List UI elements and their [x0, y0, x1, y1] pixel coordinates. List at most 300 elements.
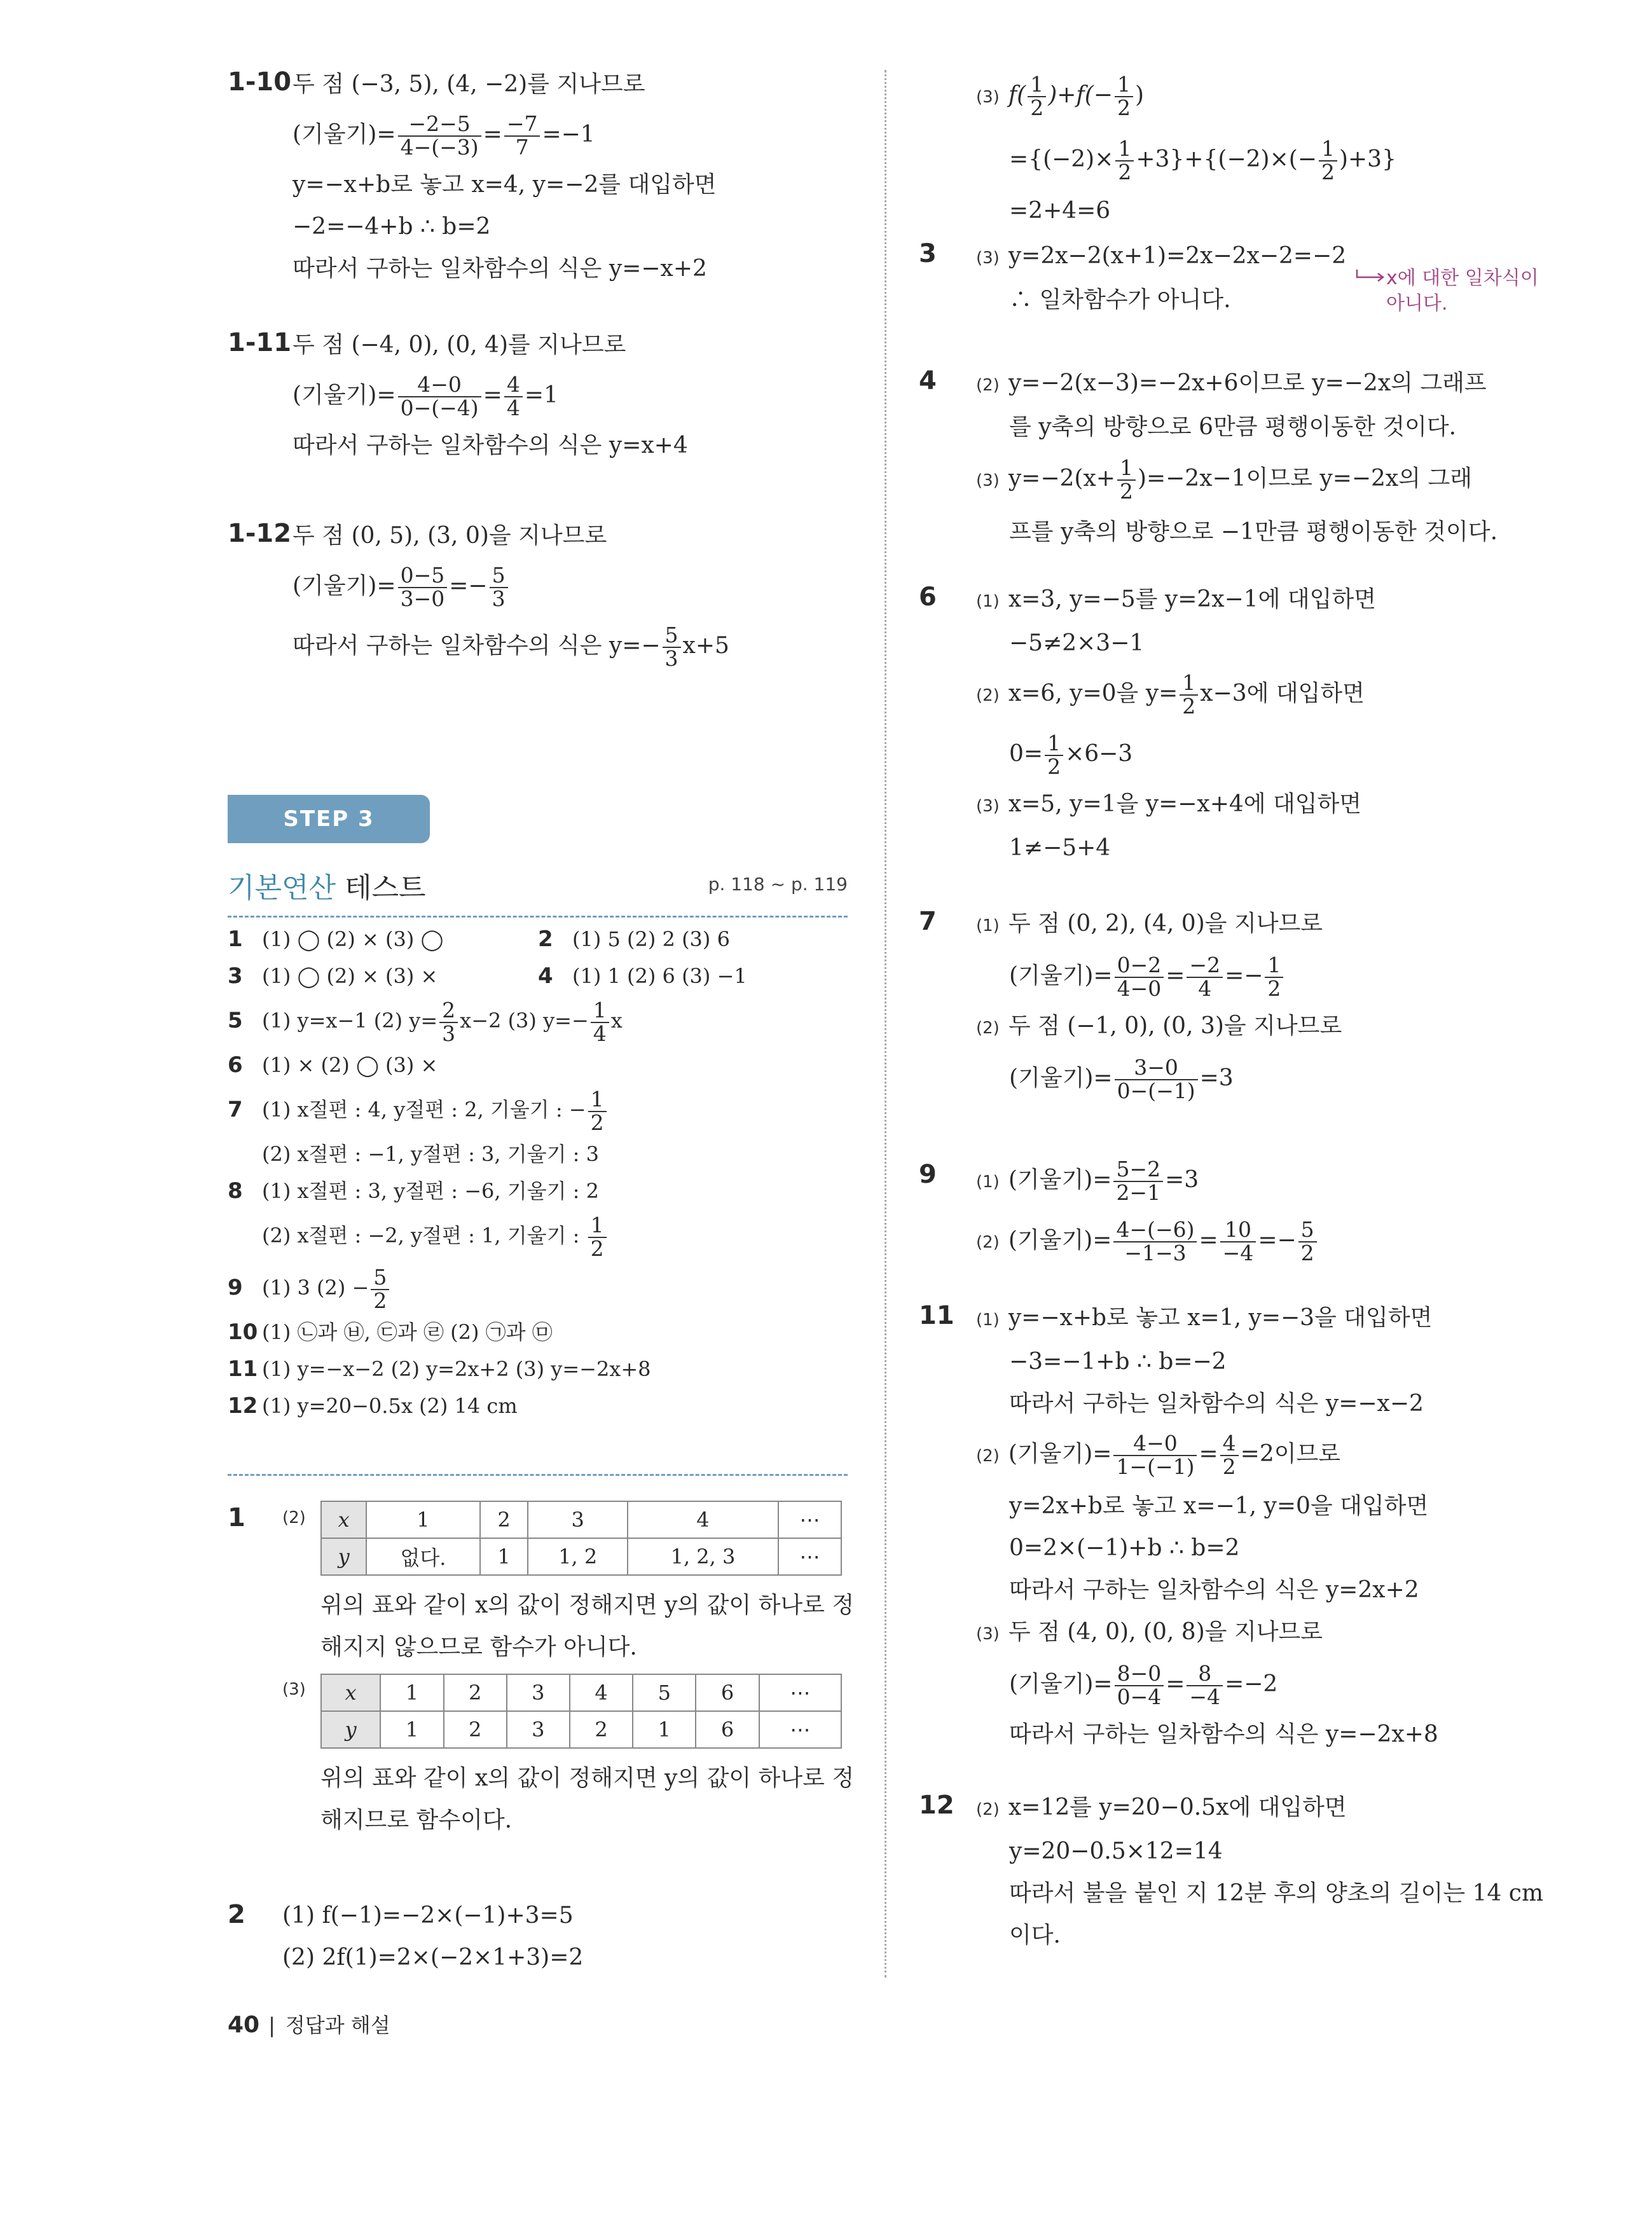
- problem-number: 1: [228, 1503, 245, 1532]
- denominator: 2: [1118, 160, 1132, 184]
- answer-value: x−2 (3) y=−: [460, 1008, 589, 1033]
- solution-6: [919, 579, 1567, 903]
- line: 위의 표와 같이 x의 값이 정해지면 y의 값이 하나로 정: [320, 1765, 855, 1791]
- cell: ⋯: [759, 1674, 841, 1711]
- denominator: 0−(−4): [400, 396, 479, 420]
- cell: 5: [633, 1674, 696, 1711]
- problem-1-10: [228, 64, 848, 324]
- right-column: [919, 64, 1567, 1965]
- table-row-y: [321, 1538, 841, 1575]
- text: ): [1134, 82, 1145, 108]
- slope-line: (2) (기울기)= $\frac{4-(-6)}{-1-3}$ = $\frac{10}{-4}$ =− $\frac{5}{2}$: [976, 1211, 1567, 1272]
- answer-value: (1) x절편 : 4, y절편 : 2, 기울기 : −: [262, 1098, 586, 1122]
- denominator: 0−4: [1117, 1684, 1162, 1709]
- line: −2=−4+b ∴ b=2: [293, 214, 491, 240]
- numerator: 8−0: [1115, 1663, 1164, 1686]
- fraction: [1220, 1219, 1256, 1264]
- cell: 1: [380, 1711, 443, 1748]
- answer-value: (1) × (2) ◯ (3) ×: [262, 1053, 438, 1077]
- line: 두 점 (0, 5), (3, 0)을 지나므로: [293, 523, 607, 549]
- slope-label: (기울기)=: [1008, 1167, 1112, 1193]
- line: [976, 1787, 1567, 1831]
- answer-row: [228, 958, 851, 995]
- numerator: 1: [1265, 954, 1283, 978]
- cell: 4: [570, 1674, 633, 1711]
- line: 해지므로 함수이다.: [320, 1807, 513, 1833]
- denominator: 2: [1321, 160, 1335, 184]
- numerator: 5: [371, 1267, 389, 1290]
- solution-3: [919, 235, 1567, 362]
- sub-label: (1): [976, 592, 1000, 611]
- line: [976, 725, 1567, 783]
- cell: 6: [696, 1711, 759, 1748]
- text: 0=: [1009, 741, 1043, 767]
- numerator: 10: [1220, 1219, 1256, 1242]
- line: [976, 579, 1567, 623]
- answer-value: (1) ◯ (2) × (3) ×: [262, 964, 438, 988]
- answer-row: [228, 995, 851, 1047]
- slope-line: (2) (기울기)= $\frac{4-0}{1-(-1)}$ = $\frac{4}{2}$ =2이므로: [976, 1431, 1341, 1479]
- answer-summary: [228, 921, 851, 1424]
- value-table-2: [320, 1674, 842, 1749]
- section-header: [228, 865, 848, 905]
- answer-value: (1) 1 (2) 6 (3) −1: [572, 964, 747, 988]
- text: )+f(−: [1048, 82, 1113, 108]
- problem-number: 9: [919, 1160, 937, 1189]
- answer-key: 7: [228, 1097, 243, 1122]
- sub-label: (2): [976, 1800, 1000, 1819]
- slope-label: (기울기)=: [293, 573, 396, 599]
- numerator: 1: [1180, 672, 1198, 696]
- solution-7: [919, 903, 1567, 1151]
- answer-key: 6: [228, 1052, 243, 1078]
- text: x=5, y=1을 y=−x+4에 대입하면: [1008, 791, 1362, 817]
- cell: 4: [628, 1501, 778, 1538]
- line: =2+4=6: [1009, 198, 1111, 224]
- problem-number: 7: [919, 907, 937, 936]
- step-badge: STEP 3: [228, 795, 430, 843]
- sub-label: (1): [976, 916, 1000, 935]
- cell: 2: [480, 1501, 528, 1538]
- cell: ⋯: [759, 1711, 841, 1748]
- problem-1-11: [228, 324, 848, 515]
- line: [976, 129, 1567, 190]
- line: y=20−0.5×12=14: [1009, 1838, 1223, 1864]
- section-title: [228, 872, 426, 904]
- text: )=−2x−1이므로 y=−2x의 그래: [1137, 465, 1473, 492]
- solution-12: [919, 1787, 1567, 1965]
- line: ∴ 일차함수가 아니다.: [1009, 287, 1231, 313]
- table-row-x: [321, 1674, 841, 1711]
- denominator: 2: [1182, 694, 1196, 719]
- numerator: 1: [1319, 138, 1337, 162]
- denominator: 2: [1267, 976, 1281, 1001]
- text: y=−2(x+: [1008, 465, 1115, 492]
- answer-value: (2) x절편 : −1, y절편 : 3, 기울기 : 3: [262, 1142, 599, 1166]
- line: [976, 64, 1567, 129]
- line: 따라서 구하는 일차함수의 식은 y=x+4: [293, 432, 688, 458]
- result: =2이므로: [1240, 1441, 1341, 1467]
- denominator: 1−(−1): [1116, 1454, 1195, 1479]
- slope-line: (기울기)= $\frac{0-2}{4-0}$ = $\frac{-2}{4}$ =− $\frac{1}{2}$: [976, 947, 1567, 1005]
- sub-label: (2): [976, 1233, 1000, 1252]
- fraction: [1298, 1219, 1317, 1264]
- fraction: [1028, 74, 1046, 119]
- answer-value: x: [610, 1008, 623, 1033]
- text: ={(−2)×: [1009, 146, 1114, 172]
- numerator: 5−2: [1113, 1159, 1163, 1182]
- line: −5≠2×3−1: [1009, 630, 1145, 656]
- denominator: 7: [515, 135, 529, 160]
- fraction: [504, 113, 540, 158]
- cell: 3: [528, 1501, 627, 1538]
- denominator: 2: [1300, 1241, 1314, 1265]
- denominator: 2: [1117, 95, 1131, 120]
- line: (1) f(−1)=−2×(−1)+3=5: [282, 1903, 574, 1929]
- text: 두 점 (0, 2), (4, 0)을 지나므로: [1008, 911, 1323, 937]
- line: [976, 362, 1567, 406]
- line: [976, 783, 1567, 827]
- answer-value: (1) x절편 : 3, y절편 : −6, 기울기 : 2: [262, 1179, 599, 1203]
- fraction: [398, 374, 481, 419]
- fraction: [1115, 138, 1134, 183]
- value-table-1: [320, 1501, 842, 1576]
- denominator: −1−3: [1124, 1241, 1187, 1265]
- header-y: y: [321, 1711, 380, 1748]
- table-row-y: [321, 1711, 841, 1748]
- numerator: 1: [1115, 74, 1133, 97]
- text: y=2x−2(x+1)=2x−2x−2=−2: [1008, 243, 1347, 269]
- sub-label: (3): [282, 1680, 306, 1699]
- dashed-divider: [228, 1474, 848, 1476]
- answer-row: [228, 1262, 851, 1314]
- slope-label: (기울기)=: [1009, 1671, 1113, 1697]
- problem-number: 2: [228, 1900, 245, 1929]
- answer-value: (1) ◯ (2) × (3) ◯: [262, 927, 444, 951]
- page-footer: [228, 2009, 390, 2039]
- section-title-a: 기본연산: [228, 872, 336, 904]
- problem-number: 4: [919, 366, 937, 396]
- callout-arrow-icon: [1355, 270, 1386, 285]
- slope-line: [293, 366, 848, 425]
- denominator: −4: [1189, 1684, 1221, 1709]
- slope-line: [293, 557, 848, 616]
- fraction: [1180, 672, 1198, 717]
- denominator: 4: [506, 396, 520, 420]
- fraction: [1115, 74, 1133, 119]
- line: 따라서 불을 붙인 지 12분 후의 양초의 길이는 14 cm: [1009, 1880, 1544, 1906]
- problem-number: 12: [919, 1791, 954, 1820]
- line: 프를 y축의 방향으로 −1만큼 평행이동한 것이다.: [1009, 519, 1498, 545]
- problem-1-12: [228, 515, 848, 706]
- cell: 1: [366, 1501, 479, 1538]
- result: =−2: [1225, 1671, 1278, 1697]
- answer-key: 12: [228, 1393, 258, 1419]
- denominator: 3: [442, 1021, 456, 1046]
- header-x: x: [321, 1501, 366, 1538]
- line: 이다.: [1009, 1922, 1061, 1948]
- denominator: 2: [1047, 754, 1061, 779]
- line: [976, 664, 1567, 725]
- page-range: p. 118 ~ p. 119: [708, 874, 848, 895]
- page-number: 40: [228, 2012, 260, 2038]
- cell: 3: [507, 1711, 570, 1748]
- line: 두 점 (−3, 5), (4, −2)를 지나므로: [293, 71, 645, 97]
- answer-row: [228, 921, 851, 958]
- slope-line: (기울기)= $\frac{8-0}{0-4}$ = $\frac{8}{-4}$ =−2: [1009, 1661, 1278, 1709]
- sub-label: (2): [976, 1019, 1000, 1038]
- text: ×6−3: [1065, 741, 1133, 767]
- line: 1≠−5+4: [1009, 835, 1111, 861]
- sub-label: (3): [976, 471, 1000, 490]
- numerator: 1: [1117, 457, 1136, 481]
- fraction: [398, 113, 481, 158]
- answer-key: 10: [228, 1319, 258, 1345]
- fraction: [588, 1212, 607, 1261]
- sub-label: (3): [976, 1625, 1000, 1644]
- line: y=2x+b로 놓고 x=−1, y=0을 대입하면: [1009, 1493, 1429, 1519]
- text: 두 점 (−1, 0), (0, 3)을 지나므로: [1008, 1013, 1342, 1039]
- denominator: 3−0: [400, 586, 445, 611]
- line: 따라서 구하는 일차함수의 식은 y=−x−2: [1009, 1391, 1424, 1417]
- line: [976, 903, 1567, 947]
- answer-value: (1) ㉡과 ㉥, ㉢과 ㉣ (2) ㉠과 ㉤: [262, 1320, 553, 1344]
- result: =1: [524, 382, 558, 408]
- text: x−3에 대입하면: [1200, 680, 1365, 706]
- numerator: 5: [1298, 1219, 1317, 1242]
- text: x=12를 y=20−0.5x에 대입하면: [1008, 1794, 1347, 1820]
- denominator: 4: [593, 1021, 607, 1046]
- problem-number: 6: [919, 582, 937, 612]
- fraction: [371, 1264, 389, 1313]
- answer-key: 5: [228, 1008, 243, 1033]
- numerator: 1: [1115, 138, 1134, 162]
- line: 따라서 구하는 일차함수의 식은 y=−x+2: [293, 256, 707, 282]
- solution-11: [919, 1297, 1567, 1787]
- line: [976, 448, 1567, 511]
- text: x+5: [682, 633, 729, 659]
- callout-line: x에 대한 일차식이: [1386, 267, 1539, 289]
- numerator: 4−(−6): [1113, 1219, 1197, 1242]
- answer-value: (1) 3 (2) −: [262, 1276, 369, 1300]
- answer-row: [228, 1084, 851, 1136]
- numerator: 4−0: [1113, 1433, 1197, 1456]
- fraction: [1113, 1159, 1163, 1204]
- fraction: [591, 997, 609, 1046]
- text: x=6, y=0을 y=: [1008, 680, 1178, 706]
- numerator: 5: [490, 565, 508, 588]
- numerator: 8: [1187, 1663, 1223, 1686]
- result: =3: [1199, 1065, 1234, 1091]
- slope-label: (기울기)=: [1009, 1065, 1113, 1091]
- slope-label: (기울기)=: [1009, 963, 1113, 989]
- answer-row: [228, 1387, 851, 1424]
- line: 따라서 구하는 일차함수의 식은 y=2x+2: [1009, 1577, 1419, 1603]
- slope-label: (기울기)=: [293, 382, 396, 408]
- slope-label: (기울기)=: [1008, 1441, 1112, 1467]
- answer-key: 8: [228, 1178, 243, 1204]
- sub-label: (1): [976, 1173, 1000, 1192]
- fraction: [1187, 1663, 1223, 1708]
- callout-line: 아니다.: [1386, 293, 1448, 315]
- sub-label: (2): [976, 686, 1000, 705]
- line: 0=2×(−1)+b ∴ b=2: [1009, 1535, 1240, 1561]
- fraction: [398, 565, 448, 610]
- line: [293, 616, 848, 677]
- dashed-divider: [228, 916, 848, 918]
- answer-key: 2: [538, 926, 553, 952]
- denominator: 0−(−1): [1117, 1078, 1195, 1103]
- denominator: 4: [1198, 976, 1212, 1001]
- fraction: [1115, 954, 1164, 1000]
- result: =3: [1165, 1167, 1199, 1193]
- fraction: [490, 565, 508, 610]
- denominator: 2: [1119, 479, 1133, 504]
- line: −3=−1+b ∴ b=−2: [1009, 1349, 1227, 1375]
- line: 해지지 않으므로 함수가 아니다.: [320, 1634, 637, 1660]
- cell: 2: [444, 1711, 507, 1748]
- header-y: y: [321, 1538, 366, 1575]
- fraction: [504, 374, 523, 419]
- text: y=−x+b로 놓고 x=1, y=−3을 대입하면: [1008, 1305, 1433, 1331]
- answer-key: 3: [228, 963, 243, 989]
- line: y=−x+b로 놓고 x=4, y=−2를 대입하면: [293, 172, 717, 198]
- equals: =−: [449, 573, 488, 599]
- cell: 6: [696, 1674, 759, 1711]
- cell: 1, 2, 3: [628, 1538, 778, 1575]
- line: 두 점 (−4, 0), (0, 4)를 지나므로: [293, 332, 626, 358]
- answer-key: 4: [538, 963, 553, 989]
- fraction: [1115, 1663, 1164, 1708]
- numerator: 5: [663, 624, 681, 648]
- cell: ⋯: [778, 1501, 841, 1538]
- numerator: 4: [1220, 1433, 1239, 1456]
- answer-value: (1) y=x−1 (2) y=: [262, 1008, 438, 1033]
- section-title-b: 테스트: [336, 872, 426, 904]
- cell: 3: [507, 1674, 570, 1711]
- answer-value: (1) y=−x−2 (2) y=2x+2 (3) y=−2x+8: [262, 1357, 651, 1381]
- numerator: 3−0: [1115, 1057, 1198, 1080]
- numerator: −7: [504, 113, 540, 137]
- text: )+3}: [1339, 146, 1396, 172]
- cell: ⋯: [778, 1538, 841, 1575]
- fraction: [439, 997, 458, 1046]
- fraction: [1045, 733, 1063, 778]
- line: 따라서 구하는 일차함수의 식은 y=−2x+8: [1009, 1721, 1438, 1747]
- numerator: 1: [1045, 733, 1063, 756]
- denominator: 2−1: [1116, 1180, 1161, 1205]
- denominator: 2: [373, 1288, 387, 1313]
- answer-key: 1: [228, 926, 243, 952]
- cell: 없다.: [366, 1538, 479, 1575]
- answer-row: [228, 1209, 851, 1262]
- numerator: 0−2: [1115, 954, 1164, 978]
- answer-row: [228, 1351, 851, 1387]
- denominator: 3: [492, 586, 506, 611]
- cell: 1, 2: [528, 1538, 627, 1575]
- fraction: [1319, 138, 1337, 183]
- solution-9: [919, 1151, 1567, 1297]
- slope-label: (기울기)=: [293, 121, 396, 148]
- text: f(: [1008, 82, 1026, 108]
- answer-row: [228, 1136, 851, 1173]
- left-column: [228, 64, 848, 706]
- footer-label: 정답과 해설: [285, 2013, 390, 2037]
- line: [976, 1005, 1567, 1049]
- sub-label: (2): [282, 1508, 306, 1527]
- header-x: x: [321, 1674, 380, 1711]
- solution-2-3: [976, 64, 1567, 235]
- line: 위의 표와 같이 x의 값이 정해지면 y의 값이 하나로 정: [320, 1592, 855, 1618]
- answer-row: [228, 1173, 851, 1209]
- fraction: [1187, 954, 1223, 1000]
- fraction: [1115, 1057, 1198, 1102]
- column-divider: [885, 70, 886, 1978]
- fraction: [1117, 457, 1136, 502]
- cell: 1: [480, 1538, 528, 1575]
- answer-key: 11: [228, 1356, 258, 1382]
- sub-label: (3): [976, 797, 1000, 816]
- denominator: 2: [590, 1235, 604, 1261]
- denominator: −4: [1222, 1241, 1254, 1265]
- sub-label: (1): [976, 1311, 1000, 1330]
- slope-line: [976, 1151, 1567, 1211]
- problem-number: 1-11: [228, 328, 292, 357]
- numerator: 4−0: [398, 374, 481, 397]
- text: 따라서 구하는 일차함수의 식은 y=−: [293, 633, 661, 659]
- fraction: [1265, 954, 1283, 1000]
- problem-number: 11: [919, 1301, 954, 1330]
- cell: 2: [570, 1711, 633, 1748]
- sub-label: (2): [976, 376, 1000, 395]
- numerator: 2: [439, 1000, 458, 1023]
- numerator: −2: [1187, 954, 1223, 978]
- problem-number: 1-10: [228, 67, 292, 97]
- fraction: [663, 624, 681, 670]
- solution-4: [919, 362, 1567, 579]
- numerator: 0−5: [398, 565, 448, 588]
- sub-label: (3): [976, 88, 1000, 107]
- result: =−1: [542, 121, 595, 148]
- numerator: 4: [504, 374, 523, 397]
- denominator: 3: [664, 646, 678, 671]
- numerator: 1: [1028, 74, 1046, 97]
- line: [976, 1611, 1567, 1655]
- answer-value: (1) 5 (2) 2 (3) 6: [572, 927, 730, 951]
- fraction: [1113, 1433, 1197, 1478]
- answer-key: 9: [228, 1275, 243, 1300]
- cell: 2: [444, 1674, 507, 1711]
- denominator: 4−0: [1117, 976, 1162, 1001]
- slope-label: (기울기)=: [1008, 1227, 1112, 1253]
- sub-label: (3): [976, 249, 1000, 268]
- denominator: 2: [590, 1110, 604, 1135]
- problem-number: 1-12: [228, 519, 292, 548]
- text: x=3, y=−5를 y=2x−1에 대입하면: [1008, 586, 1376, 612]
- answer-row: [228, 1047, 851, 1084]
- fraction: [588, 1086, 607, 1135]
- slope-line: [293, 106, 848, 164]
- text: y=−2(x−3)=−2x+6이므로 y=−2x의 그래프: [1008, 370, 1487, 396]
- numerator: −2−5: [398, 113, 481, 137]
- numerator: 1: [591, 1000, 609, 1023]
- numerator: 1: [588, 1215, 607, 1238]
- answer-row: [228, 1314, 851, 1351]
- line: 를 y축의 방향으로 6만큼 평행이동한 것이다.: [1009, 414, 1457, 440]
- denominator: 4−(−3): [400, 135, 479, 160]
- numerator: 1: [588, 1089, 607, 1112]
- footer-separator: |: [268, 2013, 275, 2037]
